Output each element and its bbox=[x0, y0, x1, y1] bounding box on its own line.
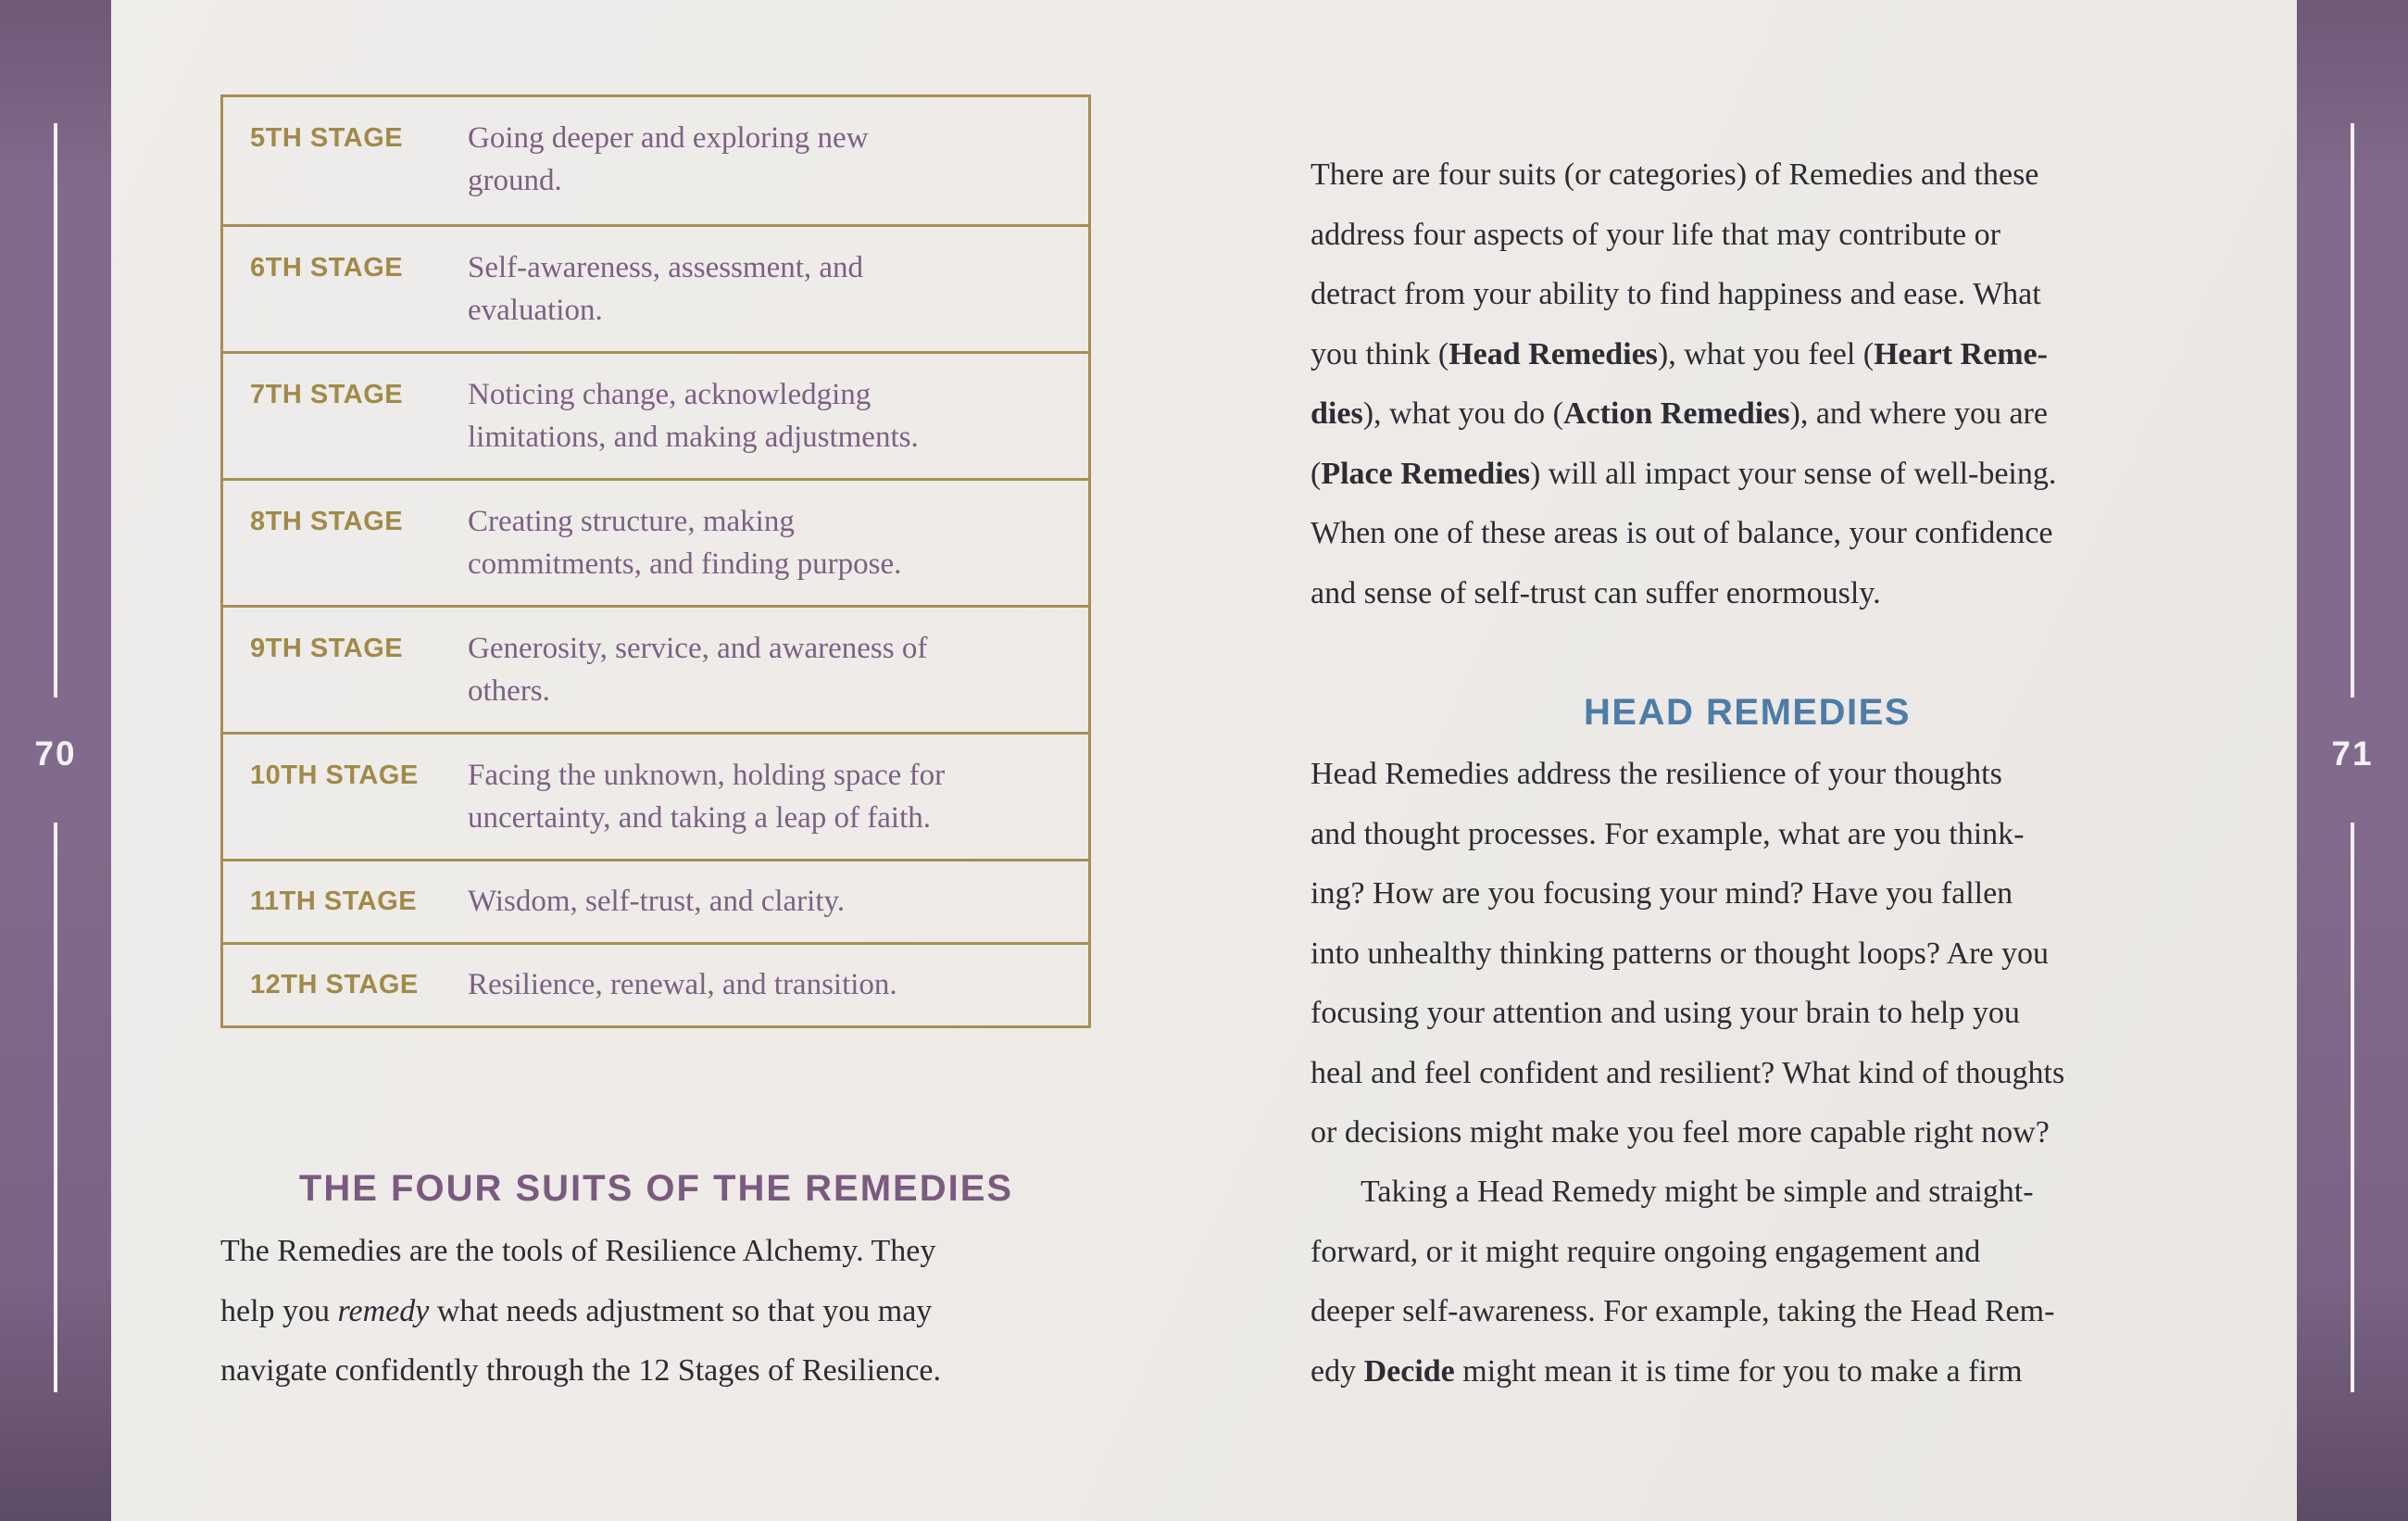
text-line: help you remedy what needs adjustment so that you may bbox=[220, 1293, 933, 1328]
text-line: ing? How are you focusing your mind? Have you fallen bbox=[1311, 876, 2013, 911]
stage-description: Facing the unknown, holding space for uncertainty, and taking a leap of faith. bbox=[468, 759, 946, 835]
stage-row bbox=[223, 97, 1088, 224]
left-band-upper-rule bbox=[54, 123, 57, 698]
stage-description: Generosity, service, and awareness of others. bbox=[468, 632, 928, 708]
text-line: focusing your attention and using your brain to help you bbox=[1311, 996, 2020, 1030]
text-line: heal and feel confident and resilient? What kind of thoughts bbox=[1311, 1055, 2065, 1090]
four-suits-heading: THE FOUR SUITS OF THE REMEDIES bbox=[298, 1168, 1014, 1209]
left-page-edge-band bbox=[0, 0, 111, 1521]
stage-label: 7TH STAGE bbox=[250, 380, 404, 409]
left-page-number: 70 bbox=[34, 735, 77, 773]
text-line: (Place Remedies) will all impact your sense of well-being. bbox=[1311, 456, 2057, 491]
text-line: When one of these areas is out of balance, your confidence bbox=[1311, 516, 2053, 550]
stage-description: Resilience, renewal, and transition. bbox=[468, 968, 897, 1001]
right-page-paragraph-1 bbox=[1311, 145, 2184, 623]
text-line: or decisions might make you feel more capable right now? bbox=[1311, 1115, 2050, 1150]
stage-row bbox=[223, 478, 1088, 605]
stage-row bbox=[223, 732, 1088, 859]
text-line: There are four suits (or categories) of Remedies and these bbox=[1311, 157, 2039, 192]
text-line: Head Remedies address the resilience of your thoughts bbox=[1311, 757, 2002, 791]
stage-description: Noticing change, acknowledging limitations, and making adjustments. bbox=[468, 378, 919, 454]
stage-row bbox=[223, 605, 1088, 732]
text-line: dies), what you do (Action Remedies), and where you are bbox=[1311, 396, 2048, 431]
text-line: detract from your ability to find happiness and ease. What bbox=[1311, 277, 2041, 311]
text-line: The Remedies are the tools of Resilience Alchemy. They bbox=[220, 1234, 936, 1268]
stage-label: 6TH STAGE bbox=[250, 253, 404, 283]
stage-label: 12TH STAGE bbox=[250, 970, 419, 999]
text-line: deeper self-awareness. For example, taking the Head Rem- bbox=[1311, 1294, 2055, 1328]
stage-label: 5TH STAGE bbox=[250, 123, 404, 153]
right-page-edge-band bbox=[2297, 0, 2408, 1521]
head-remedies-heading: HEAD REMEDIES bbox=[1584, 692, 1911, 733]
text-line: you think (Head Remedies), what you feel (Heart Reme- bbox=[1311, 336, 2048, 371]
right-page-paragraph-2 bbox=[1311, 745, 2184, 1163]
stage-label: 11TH STAGE bbox=[250, 886, 418, 916]
stages-table bbox=[220, 94, 1091, 1028]
left-page-paragraph bbox=[220, 1222, 1092, 1402]
stage-label: 9TH STAGE bbox=[250, 634, 404, 663]
stage-description: Wisdom, self-trust, and clarity. bbox=[468, 885, 846, 918]
stage-row bbox=[223, 859, 1088, 942]
stage-description: Going deeper and exploring new ground. bbox=[468, 121, 869, 197]
stage-description: Creating structure, making commitments, and finding purpose. bbox=[468, 505, 902, 581]
stage-row bbox=[223, 351, 1088, 478]
stage-description: Self-awareness, assessment, and evaluation. bbox=[468, 251, 864, 327]
stage-row bbox=[223, 942, 1088, 1025]
text-line: edy Decide might mean it is time for you to make a firm bbox=[1311, 1353, 2023, 1389]
right-band-lower-rule bbox=[2351, 823, 2354, 1392]
stage-label: 8TH STAGE bbox=[250, 507, 404, 536]
text-line: and thought processes. For example, what are you think- bbox=[1311, 816, 2025, 851]
stage-label: 10TH STAGE bbox=[250, 760, 419, 790]
right-band-upper-rule bbox=[2351, 123, 2354, 698]
text-line: address four aspects of your life that may contribute or bbox=[1311, 217, 2000, 252]
text-line: Taking a Head Remedy might be simple and straight- bbox=[1361, 1175, 2034, 1209]
text-line: forward, or it might require ongoing engagement and bbox=[1311, 1234, 1981, 1269]
text-line: navigate confidently through the 12 Stages of Resilience. bbox=[220, 1353, 942, 1388]
text-line: into unhealthy thinking patterns or thought loops? Are you bbox=[1311, 936, 2050, 971]
stage-row bbox=[223, 224, 1088, 351]
right-page-paragraph-3 bbox=[1311, 1163, 2184, 1402]
right-page-number: 71 bbox=[2331, 735, 2374, 773]
left-band-lower-rule bbox=[54, 823, 57, 1392]
text-line: and sense of self-trust can suffer enormously. bbox=[1311, 575, 1881, 610]
